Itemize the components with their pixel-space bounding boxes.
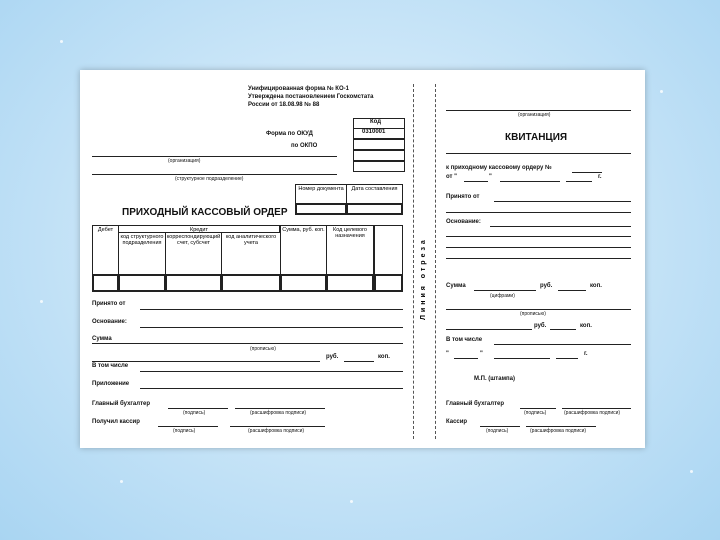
chief-decode-line[interactable] bbox=[235, 408, 325, 409]
cashier-signature-line[interactable] bbox=[158, 426, 218, 427]
receipt-title: КВИТАНЦИЯ bbox=[505, 132, 568, 143]
month-line[interactable] bbox=[500, 181, 560, 182]
receipt-rub-label-2: руб. bbox=[534, 323, 547, 329]
corr-account-label: корреспондирующий счет, субсчет bbox=[166, 234, 221, 246]
sum-words-line[interactable] bbox=[92, 343, 403, 344]
receipt-cashier-decode-line[interactable] bbox=[526, 426, 596, 427]
receipt-words-caption: (прописью) bbox=[520, 311, 546, 317]
receipt-date-quote-close: " bbox=[480, 351, 483, 357]
receipt-kop-label-2: коп. bbox=[580, 323, 592, 329]
order-number-line[interactable] bbox=[572, 172, 602, 173]
dept-code-label: код структурного подразделения bbox=[120, 234, 164, 246]
okpo-label: по ОКПО bbox=[291, 143, 318, 149]
blank-code-cell[interactable] bbox=[353, 161, 405, 172]
background-sparkle bbox=[120, 480, 123, 483]
sum-label-left: Сумма bbox=[92, 336, 112, 342]
day-line[interactable] bbox=[464, 181, 488, 182]
attachment-line[interactable] bbox=[140, 388, 403, 389]
code-label: Код bbox=[370, 119, 382, 125]
receipt-chief-accountant-label: Главный бухгалтер bbox=[446, 401, 505, 407]
sum-digits-line[interactable] bbox=[474, 290, 536, 291]
background-sparkle bbox=[350, 500, 353, 503]
receipt-month-line[interactable] bbox=[494, 358, 550, 359]
debit-label: Дебет bbox=[97, 227, 114, 233]
decode-caption: (расшифровка подписи) bbox=[250, 410, 307, 416]
doc-date-label: Дата составления bbox=[351, 186, 398, 192]
form-header-line-1: Унифицированная форма № КО-1 bbox=[248, 86, 349, 92]
cut-line bbox=[435, 84, 436, 439]
form-header-line-2: Утверждена постановлением Госкомстата bbox=[248, 94, 374, 100]
chief-signature-line[interactable] bbox=[168, 408, 228, 409]
receipt-decode-caption: (расшифровка подписи) bbox=[564, 410, 621, 416]
receipt-year-label: г. bbox=[584, 351, 588, 357]
receipt-basis-line[interactable] bbox=[490, 226, 631, 227]
table-cell[interactable] bbox=[326, 274, 374, 292]
table-cell[interactable] bbox=[221, 274, 281, 292]
form-title: ПРИХОДНЫЙ КАССОВЫЙ ОРДЕР bbox=[122, 207, 288, 218]
from-label: от " bbox=[446, 174, 457, 180]
receipt-including-label: В том числе bbox=[446, 337, 483, 343]
table-cell[interactable] bbox=[374, 274, 403, 292]
table-cell[interactable] bbox=[280, 274, 327, 292]
department-line[interactable] bbox=[92, 174, 337, 175]
digits-caption: (цифрами) bbox=[490, 293, 515, 299]
attachment-label: Приложение bbox=[92, 381, 130, 387]
blank-header bbox=[374, 225, 403, 275]
sum-line-2[interactable] bbox=[92, 361, 320, 362]
cash-receipt-form bbox=[80, 70, 645, 448]
doc-number-field[interactable] bbox=[295, 203, 347, 215]
background-sparkle bbox=[60, 40, 63, 43]
year-label: г. bbox=[598, 174, 602, 180]
target-code-header bbox=[326, 225, 374, 275]
credit-label: Кредит bbox=[189, 227, 208, 233]
signature-caption: (подпись) bbox=[183, 410, 206, 416]
organization-line[interactable] bbox=[92, 156, 337, 157]
received-from-label: Принято от bbox=[92, 301, 126, 307]
stamp-label: М.П. (штампа) bbox=[474, 376, 515, 382]
sum-label: Сумма, руб. коп. bbox=[282, 227, 325, 233]
year-line[interactable] bbox=[566, 181, 592, 182]
receipt-kop-line-2[interactable] bbox=[550, 329, 576, 330]
receipt-received-from-line[interactable] bbox=[494, 201, 631, 202]
debit-header bbox=[92, 225, 119, 275]
kop-label: коп. bbox=[378, 354, 390, 360]
receipt-organization-line[interactable] bbox=[446, 110, 631, 111]
okud-label: Форма по ОКУД bbox=[266, 131, 313, 137]
okpo-cell[interactable] bbox=[353, 139, 405, 150]
quote-mark: " bbox=[489, 174, 492, 180]
form-header-line-3: России от 18.08.98 № 88 bbox=[248, 102, 320, 108]
receipt-basis-label: Основание: bbox=[446, 219, 481, 225]
chief-accountant-label: Главный бухгалтер bbox=[92, 401, 151, 407]
cashier-label: Получил кассир bbox=[92, 419, 140, 425]
doc-date-header bbox=[346, 184, 403, 204]
receipt-chief-signature-line[interactable] bbox=[520, 408, 556, 409]
receipt-rub-label: руб. bbox=[540, 283, 553, 289]
to-order-label: к приходному кассовому ордеру № bbox=[446, 165, 552, 171]
doc-number-header bbox=[295, 184, 347, 204]
analytic-code-header bbox=[221, 232, 281, 275]
including-line[interactable] bbox=[140, 371, 403, 372]
receipt-decode-caption: (расшифровка подписи) bbox=[530, 428, 587, 434]
receipt-sum-label: Сумма bbox=[446, 283, 466, 289]
okud-value: 0310001 bbox=[362, 129, 386, 135]
doc-number-label: Номер документа bbox=[298, 186, 344, 192]
organization-caption: (организация) bbox=[168, 158, 201, 164]
kop-line[interactable] bbox=[344, 361, 374, 362]
signature-caption: (подпись) bbox=[173, 428, 196, 434]
blank-code-cell[interactable] bbox=[353, 150, 405, 161]
received-from-line[interactable] bbox=[140, 309, 403, 310]
including-label: В том числе bbox=[92, 363, 129, 369]
receipt-chief-decode-line[interactable] bbox=[562, 408, 631, 409]
words-caption: (прописью) bbox=[250, 346, 276, 352]
background-sparkle bbox=[40, 300, 43, 303]
cut-line bbox=[413, 84, 414, 439]
cashier-decode-line[interactable] bbox=[230, 426, 325, 427]
sum-words-line-right[interactable] bbox=[446, 309, 631, 310]
doc-date-field[interactable] bbox=[346, 203, 403, 215]
background-sparkle bbox=[660, 90, 663, 93]
receipt-kop-label: коп. bbox=[590, 283, 602, 289]
rub-label: руб. bbox=[326, 354, 339, 360]
receipt-basis-line-4[interactable] bbox=[446, 258, 631, 259]
basis-line[interactable] bbox=[140, 327, 403, 328]
receipt-including-line[interactable] bbox=[494, 344, 631, 345]
receipt-basis-line-2[interactable] bbox=[446, 236, 631, 237]
receipt-received-from-label: Принято от bbox=[446, 194, 480, 200]
receipt-kop-line[interactable] bbox=[558, 290, 586, 291]
receipt-day-line[interactable] bbox=[454, 358, 478, 359]
department-caption: (структурное подразделение) bbox=[175, 176, 244, 182]
receipt-blank-line[interactable] bbox=[446, 153, 631, 154]
background-sparkle bbox=[690, 470, 693, 473]
table-cell[interactable] bbox=[165, 274, 222, 292]
corr-account-header bbox=[165, 232, 222, 275]
receipt-org-caption: (организация) bbox=[518, 112, 551, 118]
receipt-cashier-label: Кассир bbox=[446, 419, 468, 425]
target-code-label: Код целевого назначения bbox=[333, 227, 367, 239]
table-cell[interactable] bbox=[92, 274, 119, 292]
dept-code-header bbox=[118, 232, 166, 275]
receipt-year-line[interactable] bbox=[556, 358, 578, 359]
receipt-signature-caption: (подпись) bbox=[486, 428, 509, 434]
basis-label: Основание: bbox=[92, 319, 127, 325]
receipt-date-quote: " bbox=[446, 351, 449, 357]
receipt-basis-line-3[interactable] bbox=[446, 247, 631, 248]
sum-words-line-2[interactable] bbox=[446, 329, 532, 330]
receipt-received-line-2[interactable] bbox=[446, 212, 631, 213]
okud-cell bbox=[353, 128, 405, 139]
analytic-code-label: код аналитического учета bbox=[225, 234, 277, 246]
receipt-cashier-signature-line[interactable] bbox=[480, 426, 520, 427]
cut-line-label: Линия отреза bbox=[420, 237, 427, 320]
sum-header bbox=[280, 225, 327, 275]
table-cell[interactable] bbox=[118, 274, 166, 292]
receipt-signature-caption: (подпись) bbox=[524, 410, 547, 416]
decode-caption: (расшифровка подписи) bbox=[248, 428, 305, 434]
